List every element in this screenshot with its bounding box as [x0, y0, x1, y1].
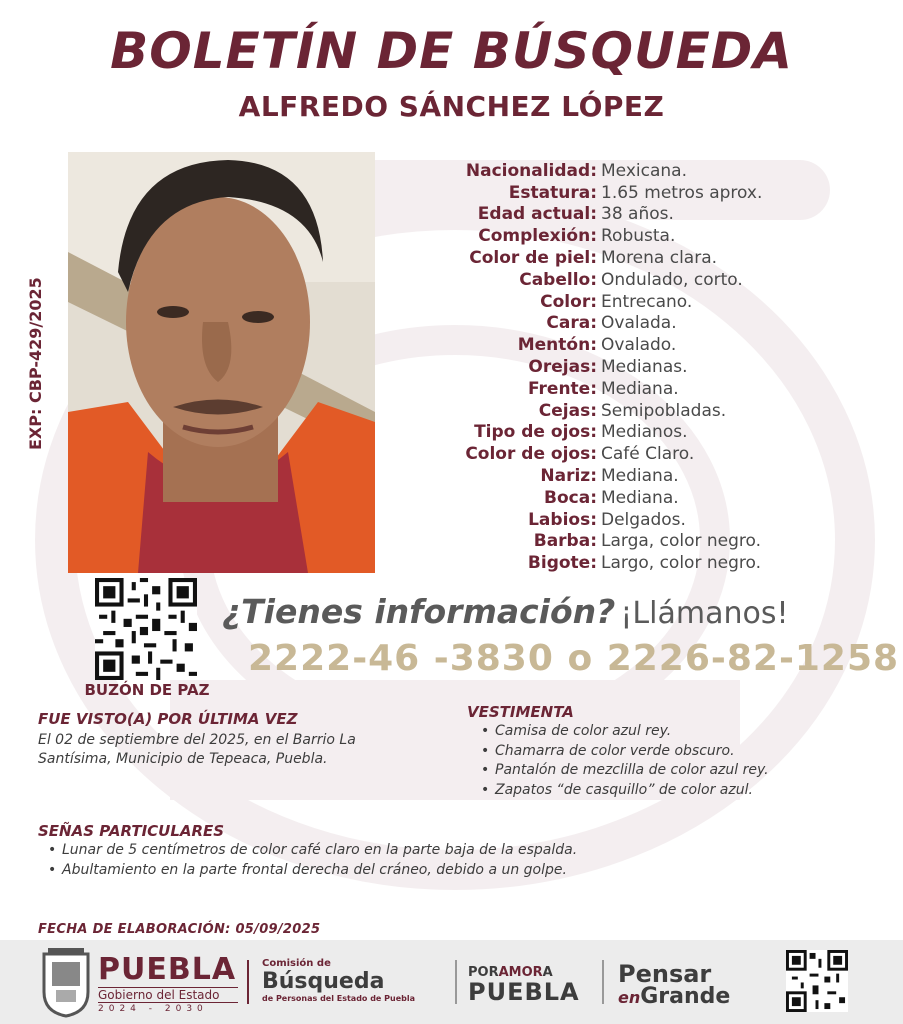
feature-label: Labios: [528, 509, 597, 530]
person-photo [68, 152, 375, 573]
comision-big: Búsqueda [262, 969, 385, 994]
feature-value: Ondulado, corto. [601, 269, 743, 290]
feature-row [405, 509, 885, 531]
feature-value: Larga, color negro. [601, 531, 762, 552]
feature-value: 1.65 metros aprox. [601, 182, 763, 203]
feature-label: Boca: [544, 487, 597, 508]
feature-label: Tipo de ojos: [474, 422, 597, 443]
question-text: ¿Tienes información? [222, 592, 616, 631]
years-text: 2024 - 2030 [98, 1004, 208, 1014]
feature-label: Cara: [546, 313, 597, 334]
feature-value: Medianas. [601, 357, 688, 378]
feature-row [405, 378, 885, 400]
feature-row [405, 422, 885, 444]
state-shield-icon [40, 948, 92, 1018]
comision-small: Comisión de [262, 958, 331, 969]
por-amor-a-puebla-logo [468, 966, 588, 1004]
feature-label: Complexión: [478, 226, 597, 247]
feature-label: Color de ojos: [465, 444, 597, 465]
feature-label: Nacionalidad: [465, 160, 597, 181]
feature-row [405, 356, 885, 378]
divider [247, 960, 249, 1004]
comision-logo [262, 958, 442, 1004]
feature-row [405, 160, 885, 182]
bulletin-title: BOLETÍN DE BÚSQUEDA [110, 22, 793, 80]
list-item: • Camisa de color azul rey. [477, 722, 769, 742]
feature-row [405, 247, 885, 269]
list-item: • Pantalón de mezclilla de color azul rey. [477, 761, 769, 781]
elaboration-date: FECHA DE ELABORACIÓN: 05/09/2025 [38, 922, 321, 937]
person-name: ALFREDO SÁNCHEZ LÓPEZ [238, 90, 665, 123]
feature-row [405, 465, 885, 487]
feature-row [405, 291, 885, 313]
feature-label: Nariz: [540, 466, 597, 487]
feature-row [405, 400, 885, 422]
feature-label: Orejas: [528, 357, 597, 378]
amor-text: AMOR [498, 965, 543, 980]
feature-value: Robusta. [601, 226, 676, 247]
expediente-number: EXP: CBP-429/2025 [26, 277, 45, 450]
pensar-text: Pensar [618, 960, 712, 988]
feature-label: Frente: [528, 378, 597, 399]
feature-label: Bigote: [527, 553, 597, 574]
feature-label: Edad actual: [477, 204, 597, 225]
feature-row [405, 487, 885, 509]
last-seen-text [38, 731, 458, 769]
feature-label: Cabello: [519, 269, 597, 290]
physical-features-list [405, 160, 885, 574]
buzon-label: BUZÓN DE PAZ [84, 681, 210, 699]
feature-row [405, 182, 885, 204]
feature-label: Estatura: [508, 182, 597, 203]
marks-title: SEÑAS PARTICULARES [38, 822, 225, 840]
feature-row [405, 204, 885, 226]
feature-row [405, 443, 885, 465]
feature-row [405, 552, 885, 574]
feature-value: Mediana. [601, 378, 679, 399]
feature-value: Medianos. [601, 422, 688, 443]
feature-label: Barba: [533, 531, 597, 552]
feature-value: Semipobladas. [601, 400, 727, 421]
list-item: • Abultamiento en la parte frontal derecha del cráneo, debido a un golpe. [44, 861, 577, 881]
feature-row [405, 334, 885, 356]
footer-logos [0, 940, 903, 1024]
a-text: A [542, 965, 553, 980]
por-text: POR [468, 965, 499, 980]
phone-numbers[interactable]: 2222-46 -3830 o 2226-82-1258 [248, 638, 900, 679]
pensar-en-grande-logo [618, 962, 758, 1009]
feature-row [405, 225, 885, 247]
list-item: • Lunar de 5 centímetros de color café claro en la parte baja de la espalda. [44, 841, 577, 861]
feature-value: Entrecano. [601, 291, 693, 312]
divider [455, 960, 457, 1004]
feature-value: 38 años. [601, 204, 674, 225]
feature-value: Ovalada. [601, 313, 677, 334]
feature-label: Color de piel: [469, 248, 597, 269]
feature-label: Color: [540, 291, 597, 312]
feature-value: Mediana. [601, 487, 679, 508]
feature-row [405, 313, 885, 335]
puebla-wordmark: PUEBLA [98, 952, 237, 987]
marks-list [44, 841, 577, 880]
divider [602, 960, 604, 1004]
last-seen-line: El 02 de septiembre del 2025, en el Barrio La [38, 732, 356, 748]
qr-code-icon[interactable] [786, 950, 848, 1012]
feature-row [405, 269, 885, 291]
feature-value: Delgados. [601, 509, 686, 530]
puebla-government-logo [98, 952, 238, 1015]
puebla-text: PUEBLA [468, 978, 580, 1006]
list-item: • Zapatos “de casquillo” de color azul. [477, 781, 769, 801]
feature-value: Morena clara. [601, 248, 718, 269]
last-seen-title: FUE VISTO(A) POR ÚLTIMA VEZ [38, 710, 298, 728]
qr-code-icon[interactable] [95, 578, 197, 680]
feature-row [405, 531, 885, 553]
clothing-title: VESTIMENTA [467, 703, 574, 721]
feature-label: Cejas: [538, 400, 597, 421]
feature-label: Mentón: [517, 335, 597, 356]
feature-value: Mediana. [601, 466, 679, 487]
feature-value: Café Claro. [601, 444, 695, 465]
feature-value: Mexicana. [601, 160, 687, 181]
comision-sub: de Personas del Estado de Puebla [262, 994, 415, 1003]
list-item: • Chamarra de color verde obscuro. [477, 742, 769, 762]
clothing-list [477, 722, 769, 800]
call-text: ¡Llámanos! [620, 596, 789, 631]
contact-question [222, 592, 892, 631]
en-text: en [618, 988, 641, 1007]
last-seen-line: Santísima, Municipio de Tepeaca, Puebla. [38, 751, 328, 767]
feature-value: Largo, color negro. [601, 553, 761, 574]
gobierno-text: Gobierno del Estado [98, 987, 238, 1003]
feature-value: Ovalado. [601, 335, 677, 356]
grande-text: Grande [640, 984, 731, 1009]
